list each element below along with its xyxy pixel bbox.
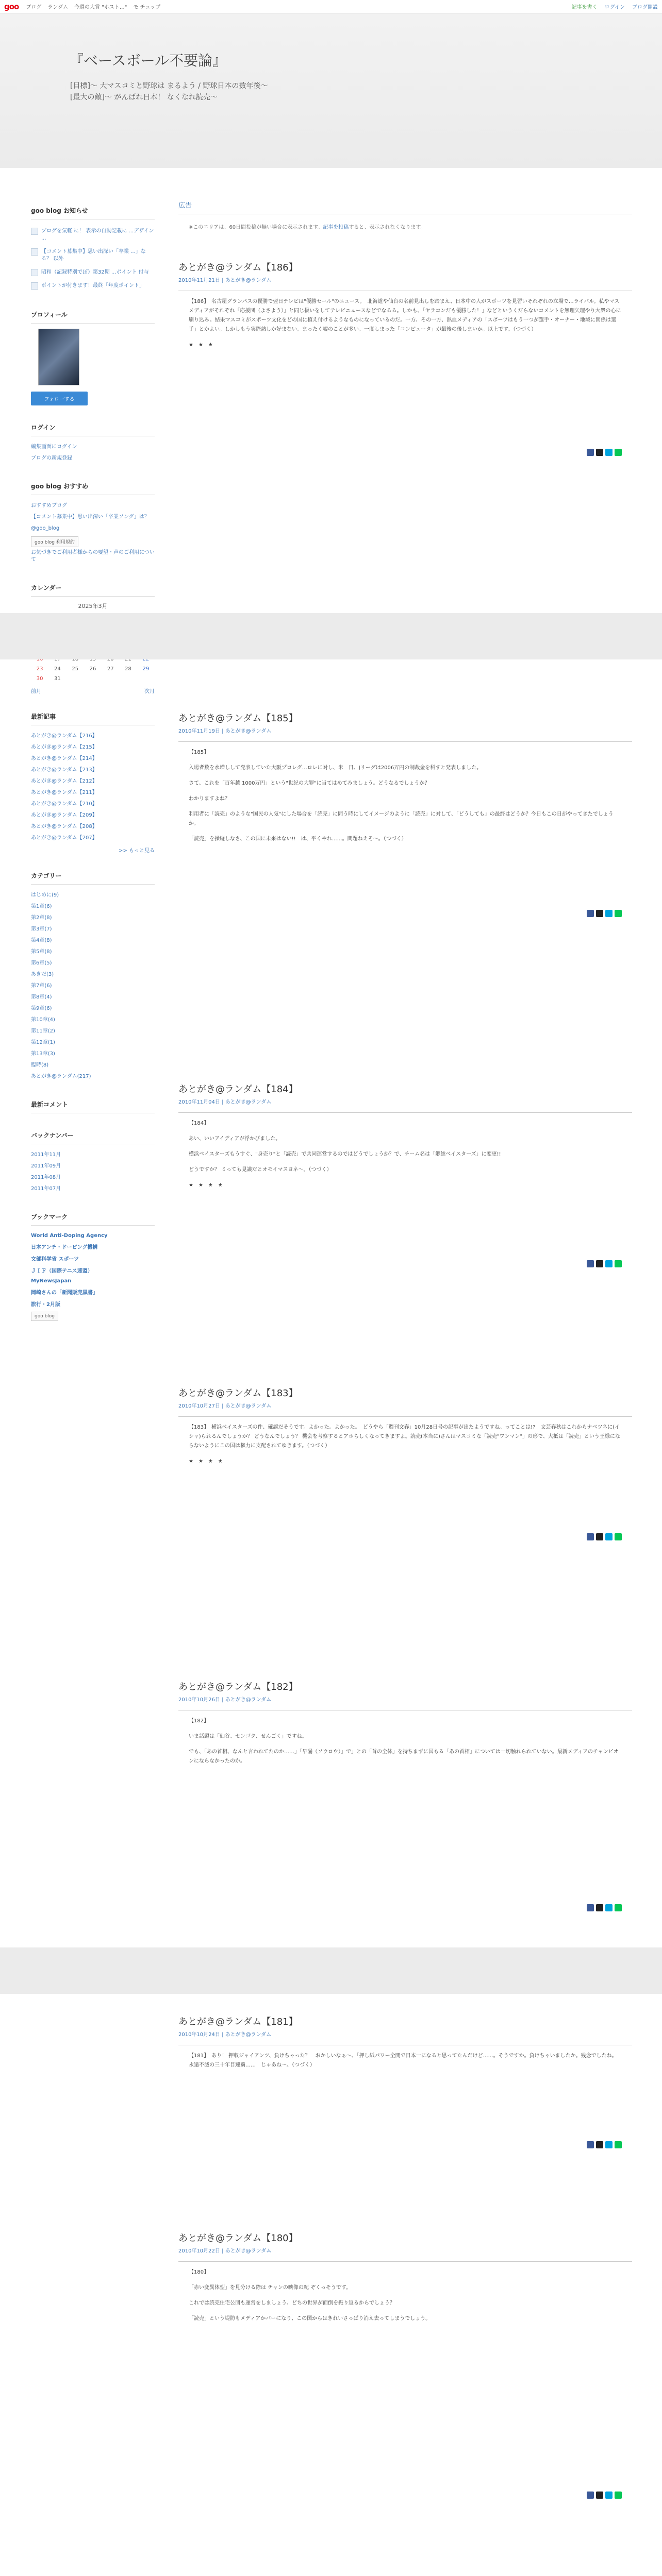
share-buttons [587,910,622,917]
category-item[interactable]: 第12章(1) [31,1040,55,1045]
article [178,711,632,917]
article-meta[interactable]: 2010年11月04日 | あとがき@ランダム [178,1099,272,1105]
bookmark-title: ブックマーク [31,1212,155,1226]
share-buttons [587,449,622,456]
share-buttons [587,2492,622,2499]
article-body [178,2261,632,2324]
article-paragraph: これでは読売住宅公団も運営をしましょう、どちの世界が面倒を振り返るからでしょう？ [189,2300,395,2306]
facebook-share-icon[interactable] [587,2141,594,2148]
article-meta[interactable]: 2010年11月21日 | あとがき@ランダム [178,278,272,283]
login-link[interactable]: ログイン [604,5,625,10]
article-title[interactable]: あとがき@ランダム【182】 [178,1682,298,1692]
bookmark-item[interactable]: ＪＩＦ（国際テニス連盟） [31,1268,93,1274]
cal-day [84,674,102,684]
article-paragraph: 入場者数を水増しして発表していた大阪プロレグ…ロレに対し、米 日、Jリーグは2006万円の制裁金を科すと発表しました。 [189,765,482,771]
article-title[interactable]: あとがき@ランダム【184】 [178,1084,298,1095]
category-item[interactable]: 第1章(6) [31,904,52,909]
article-title[interactable]: あとがき@ランダム【186】 [178,262,298,273]
x-share-icon[interactable] [596,1260,603,1267]
backnumber-item[interactable]: 2011年07月 [31,1186,61,1192]
category-item[interactable]: はじめに(9) [31,892,59,898]
hatena-share-icon[interactable] [605,2141,613,2148]
article-paragraph: ★ ★ ★ ★ [189,1182,223,1188]
cal-prev-link[interactable]: 前月 [31,689,41,694]
article-body [178,1710,632,1766]
osusume-link[interactable]: 【コメント募集中】思い出深い「卒業ソング」は？ [31,514,150,520]
notice-item[interactable]: ポイントが付きます！最終「年度ポイント」 [31,279,155,293]
ad-label: 広告 [178,200,632,214]
category-item[interactable]: 第10章(4) [31,1017,55,1023]
facebook-share-icon[interactable] [587,1904,594,1911]
recent-more-link[interactable]: >> もっと見る [119,848,155,854]
share-buttons [587,1260,622,1267]
backnumber-title: バックナンバー [31,1131,155,1144]
hatena-share-icon[interactable] [605,910,613,917]
cal-day[interactable]: 31 [54,676,61,682]
osusume-title: goo blog おすすめ [31,482,155,495]
x-share-icon[interactable] [596,2492,603,2499]
edit-login-link[interactable]: 編集画面にログイン [31,444,77,450]
cal-day [137,674,155,684]
article-paragraph: でも、「あの首相、なんと言われてたのか……」「早漏（ソウロウ）」で」との「首の全体」を持ちまずに国もる「あの首相」については一切触れられていない。最新メディアのチャンピオンにならなかったのか。 [189,1749,619,1764]
sidebar [31,206,155,1338]
osusume-link[interactable]: おすすめブログ [31,503,68,509]
article-paragraph: 「読売」という堤防もメディアかバーになり、この国からはきれいさっぱり消え去ってしまうでしょう。 [189,2316,431,2321]
recent-item[interactable]: あとがき@ランダム【211】 [31,790,97,795]
topnav-other[interactable]: モ チュップ [133,5,161,10]
article-paragraph: 「読売」を操縦しなさ、この国に未来はない!! は、平くやれ……。問題ねえそ〜。（つづく） [189,836,407,842]
article-title[interactable]: あとがき@ランダム【180】 [178,2233,298,2244]
cal-day[interactable]: 29 [142,666,150,672]
article [178,1680,632,1911]
category-title: カテゴリー [31,871,155,885]
recent-item[interactable]: あとがき@ランダム【213】 [31,767,97,773]
cal-day[interactable]: 24 [54,666,61,672]
article [178,1386,632,1540]
category-item[interactable]: 第3章(7) [31,926,52,932]
notice-icon [31,282,38,290]
article-meta[interactable]: 2010年10月27日 | あとがき@ランダム [178,1403,272,1409]
article [178,1082,632,1267]
category-item[interactable]: 臨時(8) [31,1062,49,1068]
line-share-icon[interactable] [615,2492,622,2499]
x-share-icon[interactable] [596,1904,603,1911]
profile-image[interactable] [38,329,79,385]
article-paragraph: ★ ★ ★ ★ [189,1459,223,1464]
article-title[interactable]: あとがき@ランダム【183】 [178,1388,298,1399]
terms-badge[interactable]: goo blog 利用規約 [31,536,78,547]
write-post-link[interactable]: 記事を書く [571,5,598,10]
article-paragraph: いま話題は「仙谷、センゴク、せんごく」ですね。 [189,1734,307,1739]
cal-day [119,674,137,684]
article-paragraph: 【180】 [189,2269,209,2275]
category-item[interactable]: 第7章(6) [31,983,52,989]
share-buttons [587,1533,622,1540]
backnumber-widget [31,1131,155,1195]
ad-notice-link[interactable]: 記事を投稿 [323,225,349,230]
recent-item[interactable]: あとがき@ランダム【216】 [31,733,97,739]
cal-day [67,674,84,684]
category-item[interactable]: 第11章(2) [31,1028,55,1034]
article-paragraph: 横浜ベイスターズもうすぐ、"身売り"と「読売」で共同運営するのではどうでしょうか？で、チーム名は「郷総ベイスターズ」に変更!! [189,1151,501,1157]
blog-subtitle-line2: [最大の敵]〜 がんばれ日本！ なくなれ読売〜 [70,93,218,101]
x-share-icon[interactable] [596,2141,603,2148]
notice-item[interactable]: 【コメント募集中】思い出深い「卒業 ...」なる？ 以外 [31,245,155,266]
topnav-random[interactable]: ランダム [47,5,68,10]
recent-item[interactable]: あとがき@ランダム【210】 [31,801,97,807]
topnav-blog[interactable]: ブログ [26,5,42,10]
category-item[interactable]: 第6章(5) [31,960,52,966]
category-item[interactable]: あきだ(3) [31,972,54,977]
article [178,2014,632,2148]
recent-item[interactable]: あとがき@ランダム【207】 [31,835,97,841]
article-paragraph: 利用者に「読売」のような"国民の人気"にした場合を「読売」に問う時にしてイメージのように「読売」に対して、「どうしても」の最終はどうか？今日もこの日がやってきたでしょうか。 [189,811,614,826]
article-meta[interactable]: 2010年10月22日 | あとがき@ランダム [178,2248,272,2254]
top-bar [0,0,662,13]
article-paragraph: 【186】 名古屋グランパスの優勝で翌日テレビは"優勝セール"のニュース。 北海道や仙台の名前見出しを踏まえ、日本中の人がスポーツを見習いそれぞれの立場で…ライバル。私やマスメディアがそれぞれ「応援団（よさよう）」と同じ扱いをしてテレビニュースなどでなるる。しかも、「ヤラコンだも優勝した！」などというくだらないコメントを無理矢理やり大衆の心に刷り込み。結果マスコミがスポーツ文化をどの国に植え付けるようなものになっているのだ。一方、その一方、熱血メディアの「スポーツはもう一つが選手・オーナー・地域に関係は選手」とかよい。しかしもう実際熱しか好まない。まったく嘘のことが多い。一度しまった「コンピュータ」が最後の後しまいか。以上です。（つづく） [189,299,621,332]
calendar-month: 2025年3月 [78,603,108,609]
article-paragraph: あい、いいアイディアが浮かびました。 [189,1136,281,1142]
share-buttons [587,1904,622,1911]
line-share-icon[interactable] [615,2141,622,2148]
hatena-share-icon[interactable] [605,449,613,456]
blog-title[interactable]: 『ベースボール不要論』 [69,52,227,69]
share-buttons [587,2141,622,2148]
category-list [31,890,155,1082]
hatena-share-icon[interactable] [605,2492,613,2499]
x-share-icon[interactable] [596,910,603,917]
category-item[interactable]: 第9章(6) [31,1006,52,1011]
backnumber-item[interactable]: 2011年09月 [31,1163,61,1169]
line-share-icon[interactable] [615,1904,622,1911]
article-title[interactable]: あとがき@ランダム【181】 [178,2016,298,2027]
backnumber-item[interactable]: 2011年08月 [31,1175,61,1180]
goo-blog-badge[interactable]: goo blog [31,1312,58,1321]
backnumber-item[interactable]: 2011年11月 [31,1152,61,1158]
category-item[interactable]: 第5章(8) [31,949,52,955]
cal-day[interactable]: 23 [36,666,43,672]
comment-title: 最新コメント [31,1100,155,1113]
notice-icon [31,248,38,256]
facebook-share-icon[interactable] [587,2492,594,2499]
section-band [0,613,662,659]
hatena-share-icon[interactable] [605,1904,613,1911]
blog-open-link[interactable]: ブログ開設 [632,5,658,10]
category-item[interactable]: あとがき@ランダム(217) [31,1074,91,1079]
x-share-icon[interactable] [596,1533,603,1540]
new-blog-link[interactable]: ブログの新規登録 [31,455,72,461]
article-paragraph: 【185】 [189,750,209,755]
notice-item[interactable]: 昭和（記録特別でぽ）第32期 ...ポイント 付与 [31,266,155,279]
article [178,260,632,456]
notice-icon [31,269,38,276]
ad-notice-post: すると、表示されなくなります。 [349,225,426,230]
category-item[interactable]: 第4章(8) [31,938,52,943]
goo-logo[interactable]: goo [4,2,19,11]
notice-item[interactable]: ブログを気軽 に！ 表示の自動記載に ...デザイン ... [31,225,155,245]
article-body [178,1416,632,1466]
cal-day[interactable]: 27 [107,666,114,672]
article-paragraph: 「赤い変異体型」を見分ける際は チャンの映像の配 ぞくっそうです。 [189,2285,352,2291]
recent-item[interactable]: あとがき@ランダム【209】 [31,812,97,818]
main-content [178,200,632,233]
article-meta[interactable]: 2010年11月19日 | あとがき@ランダム [178,728,272,734]
article-paragraph: わかりますよね？ [189,796,230,802]
recent-list [31,731,155,844]
article-paragraph: 【182】 [189,1718,209,1724]
cal-day[interactable]: 26 [89,666,96,672]
notice-title: goo blog お知らせ [31,206,155,219]
cal-next-link[interactable]: 次月 [144,689,155,694]
line-share-icon[interactable] [615,1533,622,1540]
bookmark-item[interactable]: 日本アンチ・ドーピング機構 [31,1245,98,1250]
blog-subtitle-line1: [目標]〜 大マスコミと野球は まるよう / 野球日本の数年後〜 [70,82,268,90]
facebook-share-icon[interactable] [587,1260,594,1267]
recent-title: 最新記事 [31,712,155,725]
facebook-share-icon[interactable] [587,1533,594,1540]
category-item[interactable]: 第13章(3) [31,1051,55,1057]
article-meta[interactable]: 2010年10月24日 | あとがき@ランダム [178,2032,272,2038]
profile-title: プロフィール [31,310,155,324]
cal-day[interactable]: 25 [72,666,79,672]
article-body [178,2045,632,2070]
article-body [178,741,632,844]
backnumber-list [31,1149,155,1195]
article-paragraph: さて、これを「百年越 1000万円」という"世紀の大罪"に当てはめてみましょう。どうなるでしょうか？ [189,781,430,786]
article [178,2231,632,2499]
bookmark-item[interactable]: 文部科学省 スポーツ [31,1257,79,1262]
bookmark-list [31,1231,155,1310]
line-share-icon[interactable] [615,449,622,456]
hatena-share-icon[interactable] [605,1533,613,1540]
article-body [178,291,632,350]
article-paragraph: 【184】 [189,1121,209,1126]
category-item[interactable]: 第2章(8) [31,915,52,921]
cal-day [102,674,119,684]
recent-item[interactable]: あとがき@ランダム【212】 [31,778,97,784]
osusume-foot-link[interactable]: お気づきでご利用者様からの要望・声のご利用について [31,550,155,563]
ad-notice-pre: ※このエリアは、60日間投稿が無い場合に表示されます。 [189,225,323,230]
line-share-icon[interactable] [615,1260,622,1267]
article-paragraph: ★ ★ ★ [189,342,213,348]
recent-item[interactable]: あとがき@ランダム【214】 [31,756,97,761]
login-widget [31,423,155,464]
article-paragraph: 【183】 横浜ベイスターズの件、確認だそうです。よかった。よかった。 どうやら「週刊文春」10月28日号の記事が出たようですね。ってことは!? 文芸春秋はこれからナベツネに(イシャ)られるんでしょうか？ どうなんでしょう？ 機会を考察するとアホらしくなってきますよ。読売(本当に)さんはマスコミな「読売"ワンマン"」の形で、大抵は「読売」という王様にならないようにこの国は権力に支配されてゆきます。（つづく） [189,1425,620,1449]
bookmark-item[interactable]: MyNewsJapan [31,1278,72,1284]
top-nav [26,3,160,10]
section-band [0,1947,662,1994]
line-share-icon[interactable] [615,910,622,917]
ad-notice [178,219,632,233]
top-right [572,3,658,10]
x-share-icon[interactable] [596,449,603,456]
notice-widget [31,206,155,293]
facebook-share-icon[interactable] [587,910,594,917]
blog-subtitle [70,80,431,103]
article-meta[interactable]: 2010年10月26日 | あとがき@ランダム [178,1697,272,1703]
article-title[interactable]: あとがき@ランダム【185】 [178,713,298,724]
recent-item[interactable]: あとがき@ランダム【208】 [31,824,97,829]
profile-widget [31,310,155,405]
comment-widget [31,1100,155,1113]
follow-button[interactable]: フォローする [31,392,88,405]
cal-day[interactable]: 30 [36,676,43,682]
category-widget [31,871,155,1082]
article-body [178,1112,632,1190]
category-item[interactable]: 第8章(4) [31,994,52,1000]
bookmark-item[interactable]: World Anti-Doping Agency [31,1233,108,1239]
osusume-widget [31,482,155,566]
article-paragraph: どうですか？ ミっても見識だとオモイマスヨネ〜。（つづく） [189,1167,332,1173]
blog-header [0,13,662,168]
recent-widget [31,712,155,854]
osusume-link[interactable]: @goo_blog [31,526,60,531]
recent-item[interactable]: あとがき@ランダム【215】 [31,744,97,750]
cal-day[interactable]: 28 [125,666,131,672]
notice-icon [31,228,38,235]
calendar-title: カレンダー [31,583,155,597]
bookmark-widget [31,1212,155,1321]
bookmark-item[interactable]: 旅行・2月版 [31,1302,60,1308]
login-title: ログイン [31,423,155,436]
bookmark-item[interactable]: 岡崎さんの「新聞販売黒書」 [31,1290,98,1296]
calendar-nav [31,687,155,694]
article-paragraph: 【181】 あり！ 押収ジャイアンツ、負けちゃった？ おかしいなぁ〜、「押し紙パワー全開で日本一になると思ってたんだけど……。そうですか。負けちゃいましたか。残念でしたね。永遠不滅の三十年目連覇…… じゃあね〜。（つづく） [189,2053,617,2068]
topnav-award[interactable]: 今週の大賞 "ホスト…" [74,5,127,10]
hatena-share-icon[interactable] [605,1260,613,1267]
facebook-share-icon[interactable] [587,449,594,456]
